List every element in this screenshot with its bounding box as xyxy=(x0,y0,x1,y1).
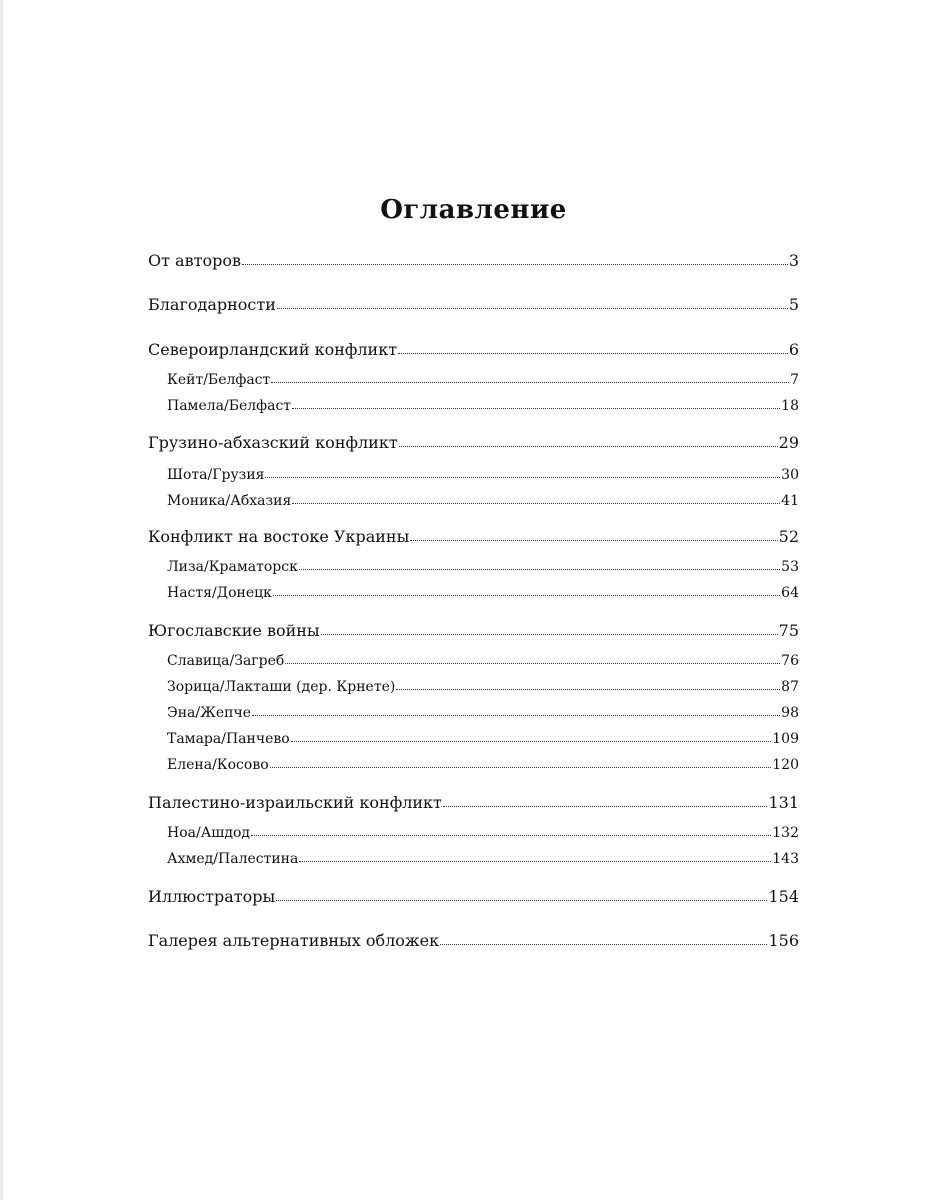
toc-entry-page: 76 xyxy=(781,653,799,669)
toc-entry-page: 64 xyxy=(781,585,799,601)
dot-leader xyxy=(291,741,772,742)
page-edge xyxy=(0,0,3,1200)
toc-entry-page: 109 xyxy=(772,731,799,747)
toc-entry-label: Памела/Белфаст xyxy=(167,398,292,414)
toc-entry-page: 87 xyxy=(781,679,799,695)
dot-leader xyxy=(299,569,780,570)
dot-leader xyxy=(396,689,780,690)
toc-entry-page: 131 xyxy=(768,793,799,812)
toc-subentry[interactable] xyxy=(148,370,799,390)
toc-entry-label: Эна/Жепче xyxy=(167,705,251,721)
toc-entry[interactable] xyxy=(148,620,799,642)
toc-entry[interactable] xyxy=(148,294,799,316)
dot-leader xyxy=(285,663,780,664)
toc-entry-label: Кейт/Белфаст xyxy=(167,372,271,388)
toc-entry-label: Галерея альтернативных обложек xyxy=(148,931,440,950)
toc-entry-label: Ноа/Ашдод xyxy=(167,825,250,841)
dot-leader xyxy=(443,806,768,807)
toc-entry[interactable] xyxy=(148,526,799,548)
toc-entry-page: 6 xyxy=(788,340,799,359)
toc-entry-page: 5 xyxy=(788,295,799,314)
toc-entry-page: 29 xyxy=(778,433,799,452)
toc-entry-page: 98 xyxy=(781,705,799,721)
toc-subentry[interactable] xyxy=(148,465,799,485)
dot-leader xyxy=(251,835,771,836)
dot-leader xyxy=(292,503,780,504)
toc-entry-label: Североирландский конфликт xyxy=(148,340,398,359)
toc-entry-label: Славица/Загреб xyxy=(167,653,285,669)
dot-leader xyxy=(321,634,778,635)
toc-entry[interactable] xyxy=(148,250,799,272)
dot-leader xyxy=(242,264,788,265)
dot-leader xyxy=(399,446,778,447)
toc-subentry[interactable] xyxy=(148,849,799,869)
toc-subentry[interactable] xyxy=(148,557,799,577)
dot-leader xyxy=(273,595,780,596)
toc-entry-page: 75 xyxy=(778,621,799,640)
dot-leader xyxy=(410,540,777,541)
toc-entry-label: Настя/Донецк xyxy=(167,585,272,601)
toc-entry-label: От авторов xyxy=(148,251,241,270)
toc-entry-label: Палестино-израильский конфликт xyxy=(148,793,442,812)
dot-leader xyxy=(252,715,780,716)
toc-entry-page: 53 xyxy=(781,559,799,575)
dot-leader xyxy=(270,767,772,768)
toc-subentry[interactable] xyxy=(148,651,799,671)
toc-title: Оглавление xyxy=(380,195,567,225)
toc-entry-page: 52 xyxy=(778,527,799,546)
toc-entry-label: Елена/Косово xyxy=(167,757,269,773)
toc-subentry[interactable] xyxy=(148,677,799,697)
toc-entry-page: 132 xyxy=(772,825,799,841)
toc-entry[interactable] xyxy=(148,792,799,814)
toc-subentry[interactable] xyxy=(148,396,799,416)
dot-leader xyxy=(440,944,767,945)
dot-leader xyxy=(398,353,788,354)
toc-subentry[interactable] xyxy=(148,703,799,723)
toc-entry-page: 156 xyxy=(768,931,799,950)
toc-subentry[interactable] xyxy=(148,823,799,843)
toc-entry[interactable] xyxy=(148,930,799,952)
toc-entry[interactable] xyxy=(148,886,799,908)
dot-leader xyxy=(265,477,780,478)
toc-entry-page: 30 xyxy=(781,467,799,483)
dot-leader xyxy=(276,900,767,901)
toc-entry[interactable] xyxy=(148,432,799,454)
toc-entry-label: Иллюстраторы xyxy=(148,887,276,906)
toc-entry-label: Лиза/Краматорск xyxy=(167,559,298,575)
toc-entry-page: 154 xyxy=(768,887,799,906)
toc-entry-label: Ахмед/Палестина xyxy=(167,851,299,867)
toc-entry-label: Тамара/Панчево xyxy=(167,731,290,747)
toc-entry-page: 41 xyxy=(781,493,799,509)
toc-entry[interactable] xyxy=(148,339,799,361)
toc-entry-label: Благодарности xyxy=(148,295,276,314)
dot-leader xyxy=(271,382,789,383)
toc-entry-label: Конфликт на востоке Украины xyxy=(148,527,410,546)
dot-leader xyxy=(299,861,771,862)
toc-entry-label: Шота/Грузия xyxy=(167,467,265,483)
toc-subentry[interactable] xyxy=(148,755,799,775)
toc-entry-page: 18 xyxy=(781,398,799,414)
table-of-contents xyxy=(148,191,799,952)
toc-entry-page: 143 xyxy=(772,851,799,867)
toc-subentry[interactable] xyxy=(148,583,799,603)
dot-leader xyxy=(292,408,780,409)
toc-subentry[interactable] xyxy=(148,729,799,749)
toc-entry-page: 120 xyxy=(772,757,799,773)
toc-entry-label: Зорица/Лакташи (дер. Крнете) xyxy=(167,679,396,695)
toc-entry-label: Грузино-абхазский конфликт xyxy=(148,433,398,452)
toc-entry-page: 7 xyxy=(790,372,799,388)
toc-entry-page: 3 xyxy=(788,251,799,270)
toc-entry-label: Моника/Абхазия xyxy=(167,493,292,509)
dot-leader xyxy=(277,308,788,309)
toc-subentry[interactable] xyxy=(148,491,799,511)
toc-entry-label: Югославские войны xyxy=(148,621,320,640)
